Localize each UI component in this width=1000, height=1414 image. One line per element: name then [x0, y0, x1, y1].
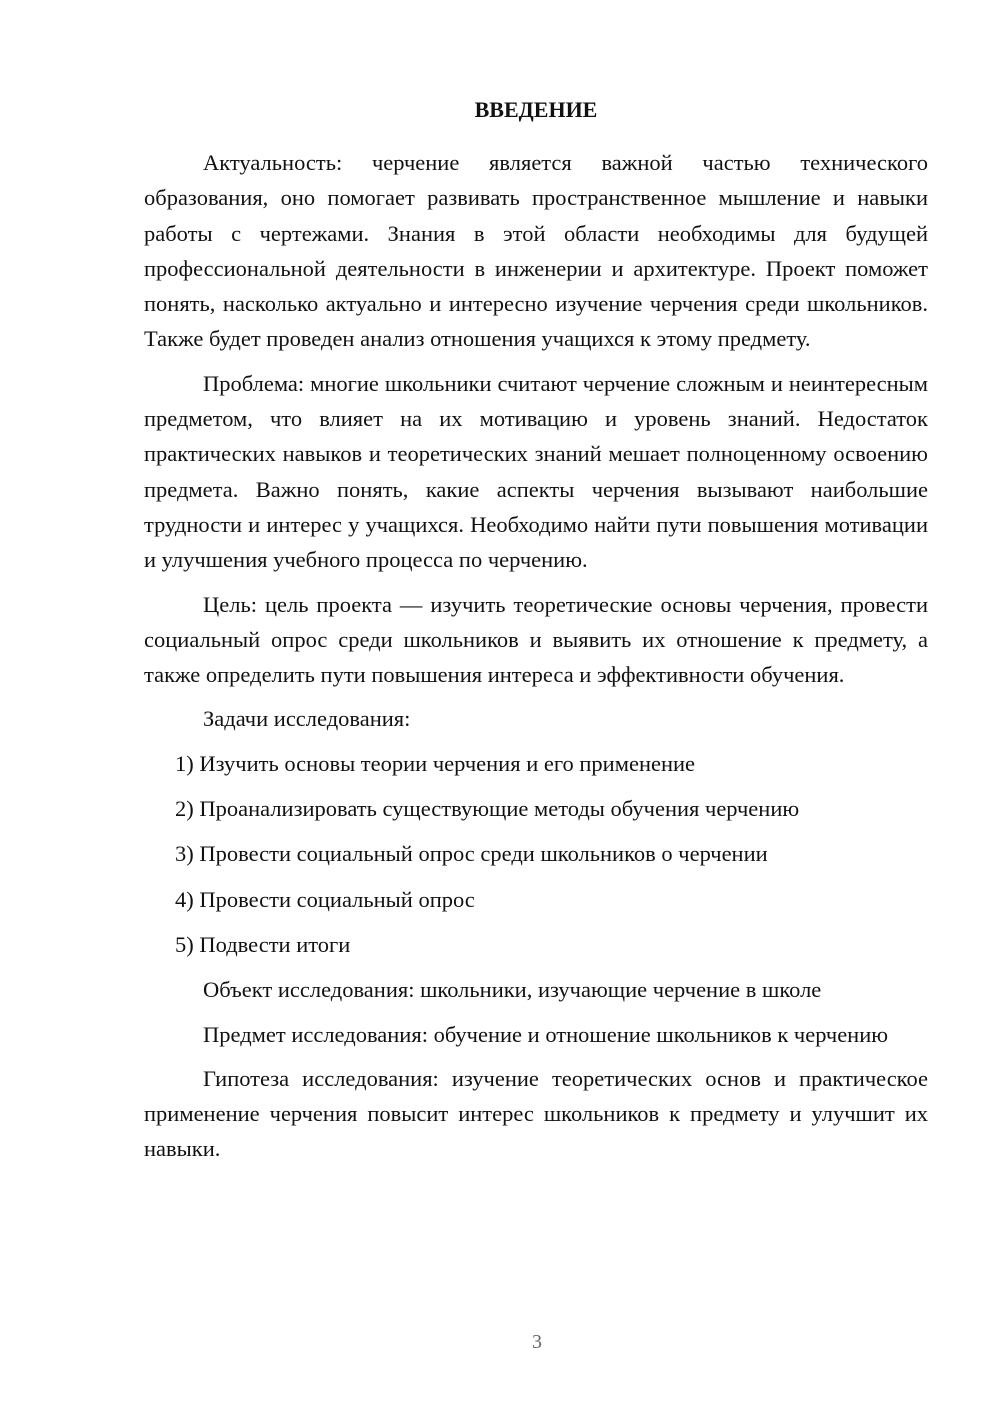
list-item: 4) Провести социальный опрос	[175, 886, 475, 912]
hypothesis-paragraph: Гипотеза исследования: изучение теоретических основ и практическое применение черчения повысит интерес школьников к предмету и улучшит их навыки.	[144, 1065, 928, 1162]
document-page	[144, 92, 928, 1176]
list-item: 2) Проанализировать существующие методы обучения черчению	[175, 796, 800, 822]
page-number: 3	[532, 1331, 542, 1353]
list-item: 5) Подвести итоги	[175, 931, 351, 957]
problem-paragraph: Проблема: многие школьники считают черчение сложным и неинтересным предметом, что влияет на их мотивацию и уровень знаний. Недостаток практических навыков и теоретических знаний мешает полноценному освоению предмета. Важно понять, какие аспекты черчения вызывают наибольшие трудности и интерес у учащихся. Необходимо найти пути повышения мотивации и улучшения учебного процесса по черчению.	[144, 370, 928, 573]
goal-paragraph: Цель: цель проекта — изучить теоретические основы черчения, провести социальный опрос среди школьников и выявить их отношение к предмету, а также определить пути повышения интереса и эффективности обучения.	[144, 591, 928, 688]
object-paragraph: Объект исследования: школьники, изучающие черчение в школе	[203, 977, 822, 1003]
relevance-paragraph: Актуальность: черчение является важной частью технического образования, оно помогает развивать пространственное мышление и навыки работы с чертежами. Знания в этой области необходимы для будущей профессиональной деятельности в инженерии и архитектуре. Проект поможет понять, насколько актуально и интересно изучение черчения среди школьников. Также будет проведен анализ отношения учащихся к этому предмету.	[144, 150, 928, 352]
tasks-list	[144, 746, 928, 962]
list-item: 3) Провести социальный опрос среди школьников о черчении	[175, 841, 768, 867]
page-title: ВВЕДЕНИЕ	[474, 97, 598, 122]
list-item: 1) Изучить основы теории черчения и его применение	[175, 750, 696, 776]
tasks-heading: Задачи исследования:	[203, 706, 411, 732]
subject-paragraph: Предмет исследования: обучение и отношение школьников к черчению	[203, 1021, 889, 1047]
